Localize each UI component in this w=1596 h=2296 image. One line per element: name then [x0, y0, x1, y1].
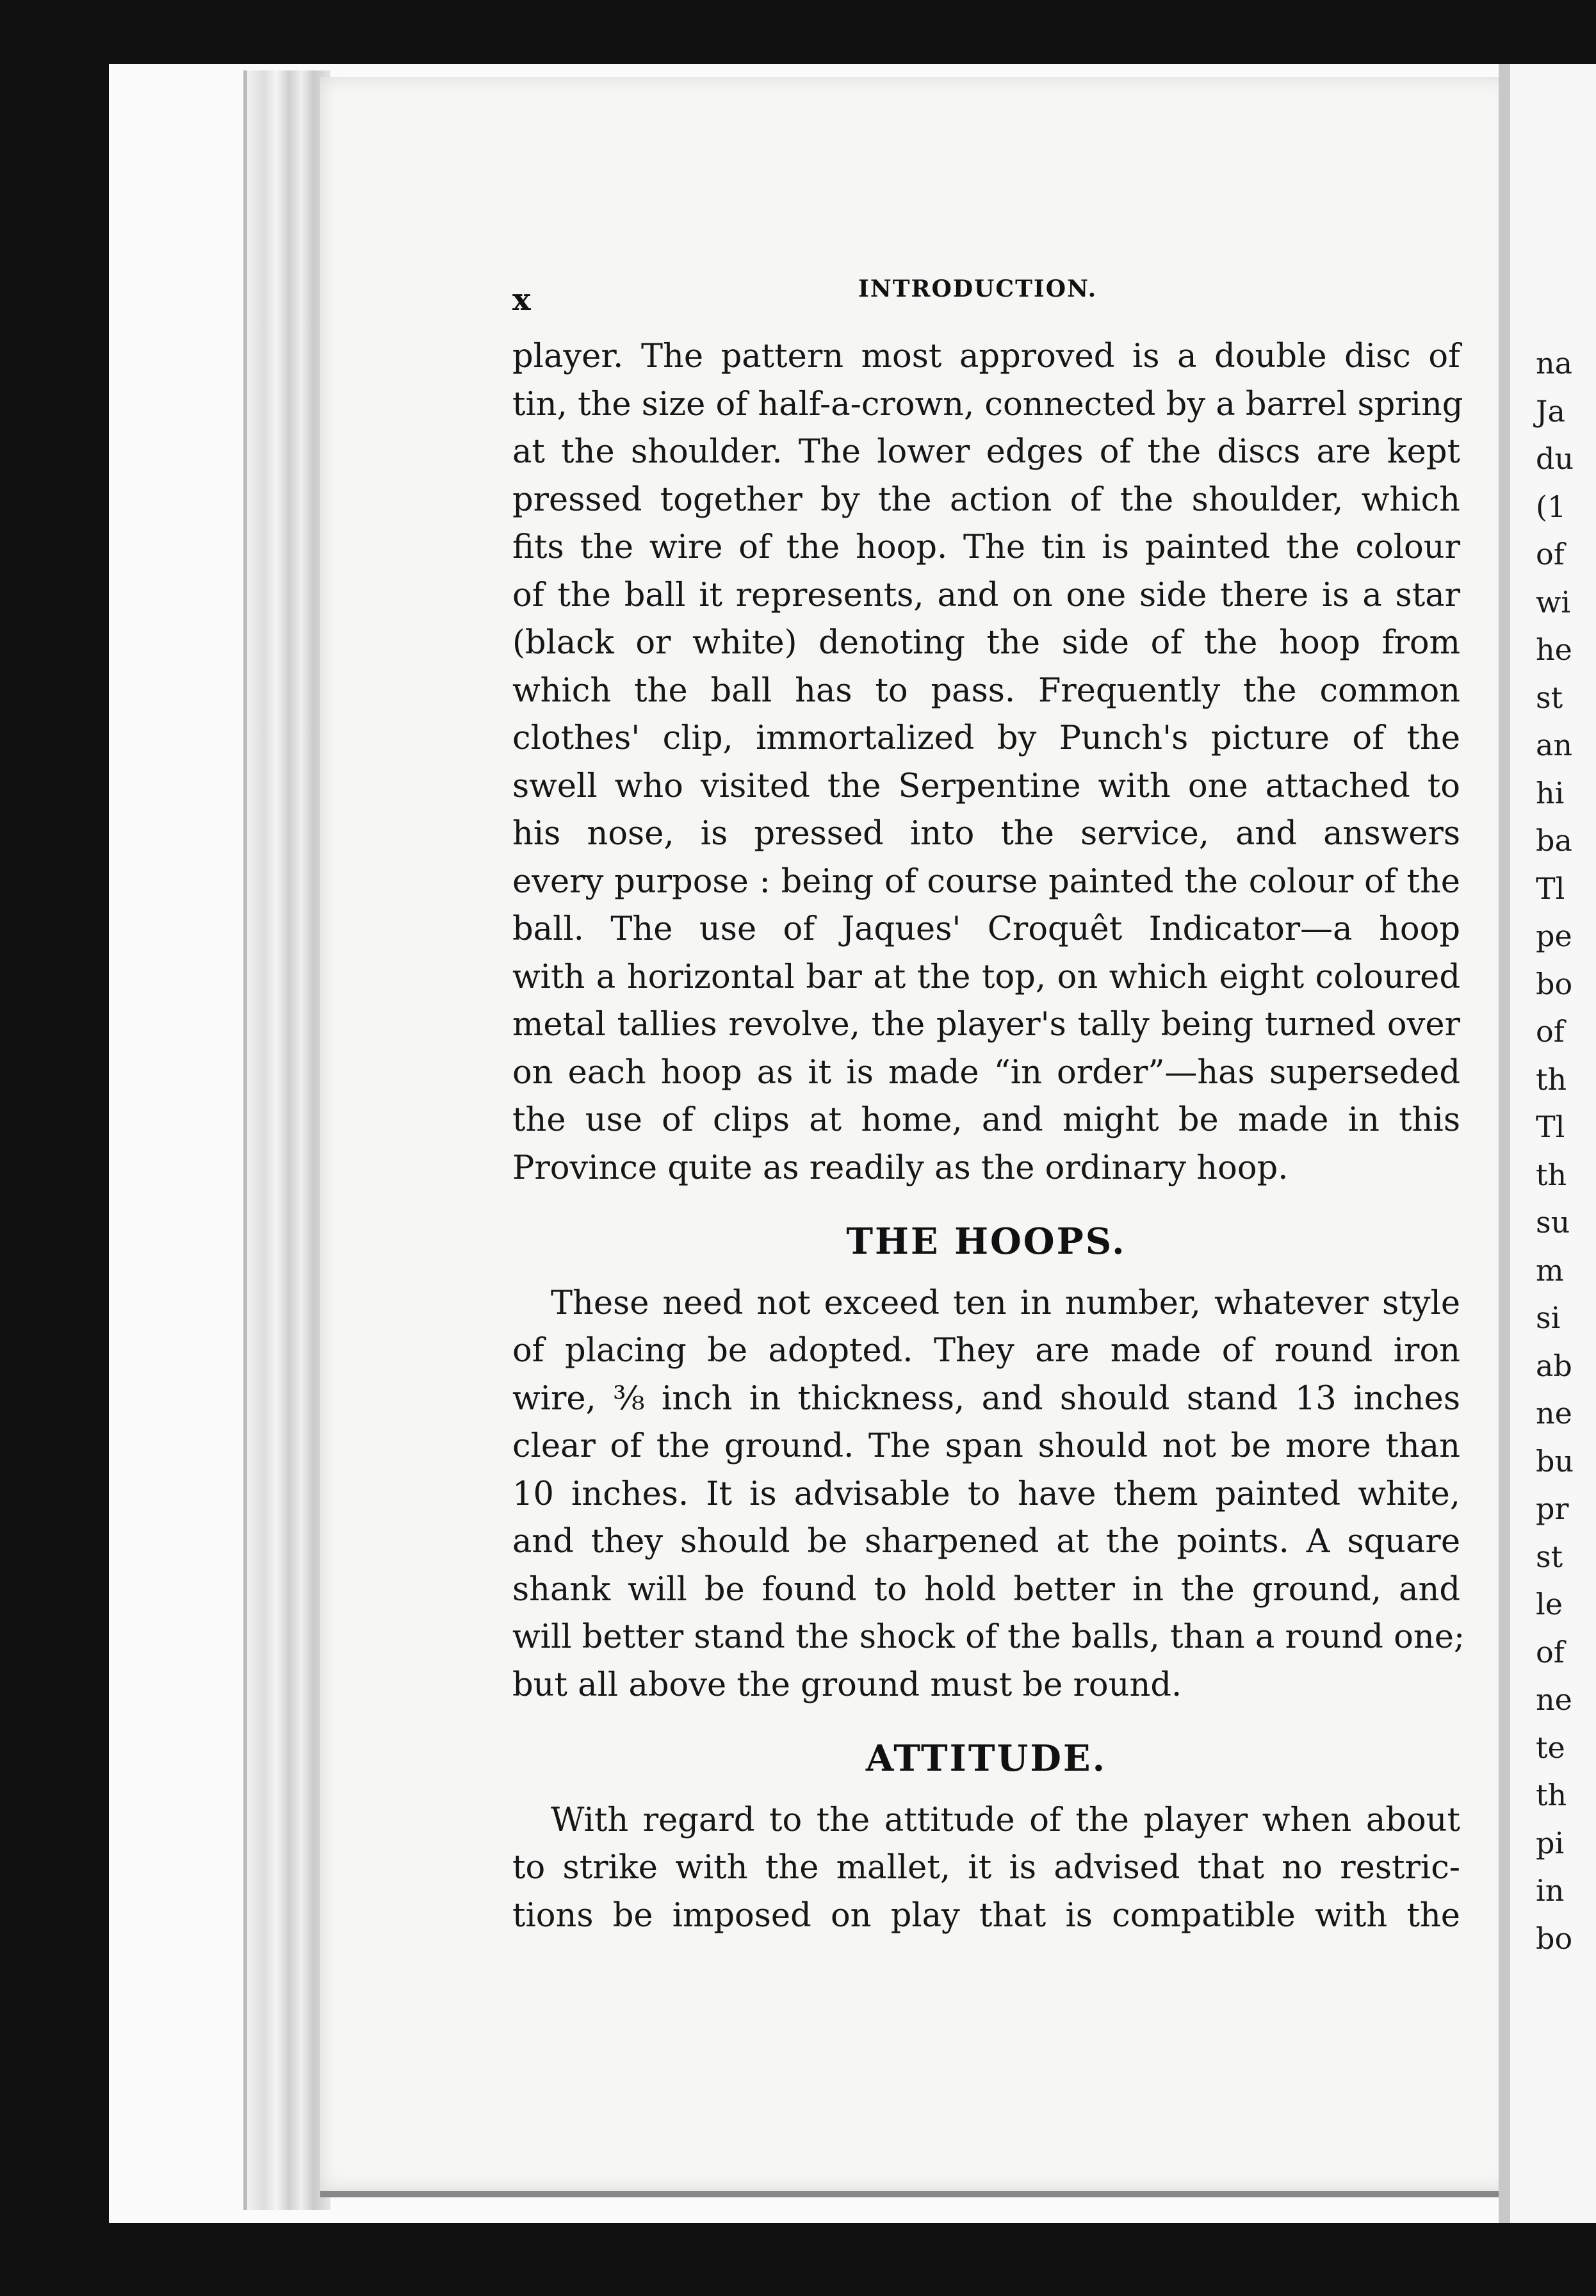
facing-page-fragment: st [1536, 680, 1563, 715]
text-line: shank will be found to hold better in the ground, and [512, 1570, 1460, 1609]
section-heading-hoops: THE HOOPS. [846, 1220, 1127, 1263]
facing-page-fragment: ba [1536, 823, 1572, 858]
facing-page-fragment: bo [1536, 1921, 1573, 1956]
facing-page-fragment: st [1536, 1539, 1563, 1574]
facing-page-fragment: pr [1536, 1491, 1569, 1526]
text-line: with a horizontal bar at the top, on which eight coloured [512, 958, 1460, 996]
text-line: which the ball has to pass. Frequently the common [512, 671, 1460, 710]
text-line: and they should be sharpened at the points. A square [512, 1523, 1460, 1561]
facing-page-fragment: th [1536, 1778, 1567, 1812]
facing-page-fragment: Ja [1536, 393, 1565, 429]
text-line: player. The pattern most approved is a double disc of [512, 338, 1460, 375]
facing-page-fragment: m [1536, 1252, 1564, 1288]
running-head: INTRODUCTION. [858, 275, 1098, 302]
facing-page-fragment: he [1536, 632, 1572, 667]
text-line: of the ball it represents, and on one side there is a star [512, 576, 1460, 614]
text-line: to strike with the mallet, it is advised that no restric- [512, 1849, 1460, 1887]
text-line: tions be imposed on play that is compatible with the [512, 1896, 1460, 1935]
facing-page-strip [1499, 64, 1596, 2223]
facing-page-fragment: of [1536, 537, 1565, 571]
text-line: of placing be adopted. They are made of round iron [512, 1332, 1460, 1370]
text-line: With regard to the attitude of the player when about [551, 1801, 1460, 1839]
facing-page-fragment: le [1536, 1587, 1563, 1621]
facing-page-fragment: hi [1536, 775, 1565, 810]
text-line: (black or white) denoting the side of the hoop from [512, 624, 1460, 662]
facing-page-fragment: an [1536, 728, 1573, 762]
text-line: on each hoop as it is made “in order”—has superseded [512, 1053, 1460, 1092]
text-line: tin, the size of half-a-crown, connected by a barrel spring [512, 385, 1463, 423]
text-line: the use of clips at home, and might be made in this [512, 1101, 1460, 1139]
page-stack-edges [243, 70, 330, 2210]
paragraph-3 [512, 1797, 1460, 1940]
paragraph-2 [512, 1280, 1465, 1710]
text-line: but all above the ground must be round. [512, 1666, 1182, 1704]
facing-page-fragment: ne [1536, 1682, 1572, 1717]
facing-page-fragment: in [1536, 1873, 1565, 1908]
text-line: pressed together by the action of the shoulder, which [512, 480, 1460, 519]
facing-page-fragment: pe [1536, 919, 1572, 953]
facing-page-fragment: pi [1536, 1825, 1565, 1860]
facing-page-fragment: bo [1536, 966, 1573, 1001]
facing-page-fragment: su [1536, 1205, 1570, 1240]
text-line: 10 inches. It is advisable to have them painted white, [512, 1475, 1460, 1513]
facing-page-fragment: wi [1536, 584, 1571, 619]
text-line: fits the wire of the hoop. The tin is painted the colour [512, 529, 1460, 566]
facing-page-fragment: na [1536, 346, 1573, 381]
facing-page-fragment: Tl [1536, 871, 1565, 906]
paragraph-1 [512, 333, 1463, 1192]
text-line: will better stand the shock of the balls, than a round one; [512, 1618, 1465, 1656]
text-line: These need not exceed ten in number, whatever style [551, 1284, 1460, 1322]
page-number: x [512, 282, 531, 318]
text-line: swell who visited the Serpentine with one attached to [512, 767, 1460, 805]
facing-page-fragment: (1 [1536, 489, 1567, 524]
text-line: every purpose : being of course painted the colour of the [512, 862, 1460, 901]
facing-page-fragment: Tl [1536, 1110, 1565, 1144]
facing-page-fragment: of [1536, 1014, 1565, 1049]
facing-page-fragment: te [1536, 1730, 1565, 1765]
facing-page-fragment: ne [1536, 1396, 1572, 1431]
facing-page-fragment: th [1536, 1157, 1567, 1192]
facing-page-fragment: ab [1536, 1348, 1572, 1383]
facing-page-fragment: of [1536, 1634, 1565, 1669]
text-line: wire, ⅜ inch in thickness, and should stand 13 inches [512, 1379, 1460, 1418]
text-line: at the shoulder. The lower edges of the discs are kept [512, 433, 1460, 471]
page-body [512, 333, 1465, 1940]
facing-page-fragment: bu [1536, 1443, 1574, 1479]
facing-page-fragment: th [1536, 1062, 1567, 1097]
text-line: Province quite as readily as the ordinary hoop. [512, 1149, 1289, 1187]
facing-page-fragment: du [1536, 441, 1574, 476]
section-heading-attitude: ATTITUDE. [865, 1737, 1107, 1780]
text-line: clear of the ground. The span should not be more than [512, 1427, 1460, 1465]
text-line: ball. The use of Jaques' Croquêt Indicator—a hoop [512, 910, 1460, 948]
facing-page-fragment: si [1536, 1300, 1561, 1335]
text-line: clothes' clip, immortalized by Punch's picture of the [512, 719, 1460, 757]
text-line: his nose, is pressed into the service, and answers [512, 815, 1460, 853]
text-line: metal tallies revolve, the player's tally being turned over [512, 1006, 1460, 1044]
